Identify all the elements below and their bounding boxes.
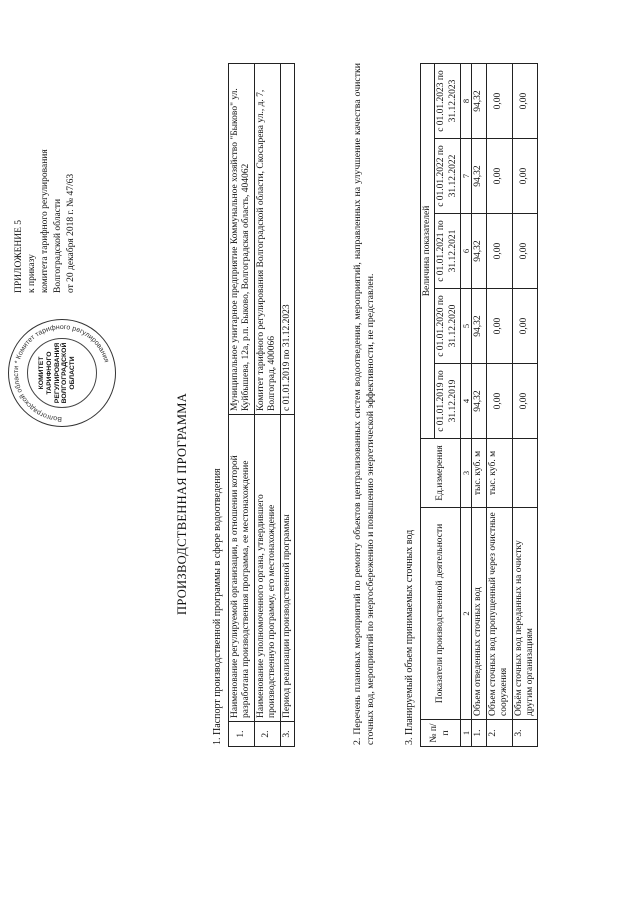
passport-row — [229, 64, 255, 747]
value-cell: 0,00 — [512, 214, 538, 289]
col-group-header: Величина показателей — [421, 64, 435, 439]
header-line-3: комитета тарифного регулирования — [40, 149, 50, 293]
index-cell: 1 — [461, 720, 472, 747]
passport-label: Наименование уполномоченного органа, утвердившего производственную программу, его местонахождение — [254, 415, 280, 722]
passport-label: Период реализации производственной программы — [280, 415, 294, 722]
header-line-2: к приказу — [27, 254, 37, 293]
indicator-name: Объем отведенных сточных вод — [472, 508, 486, 720]
appendix-label: ПРИЛОЖЕНИЕ 5 — [14, 219, 24, 293]
index-row — [461, 64, 472, 747]
index-cell: 8 — [461, 64, 472, 139]
table-row — [512, 64, 538, 747]
value-cell: 0,00 — [512, 364, 538, 439]
index-cell: 3 — [461, 439, 472, 508]
seal-center-line: ТАРИФНОГО — [45, 351, 53, 395]
value-cell: 94,32 — [472, 139, 486, 214]
value-cell: 94,32 — [472, 214, 486, 289]
official-seal — [8, 319, 116, 427]
value-cell: 0,00 — [512, 289, 538, 364]
value-cell: 0,00 — [486, 64, 512, 139]
value-cell: 0,00 — [486, 364, 512, 439]
period-header: с 01.01.2020 по 31.12.2020 — [435, 289, 461, 364]
passport-value: Муниципальное унитарное предприятие Коммунальное хозяйство "Быково" ул. Куйбышева, 12а, р.п. Быково, Волгоградская область, 404062 — [229, 64, 255, 415]
section-2-text: 2. Перечень плановых мероприятий по ремонту объектов централизованных систем водоотведения, мероприятий, направленных на улучшение качества очистки сточных вод, мероприятий по энергосбережению и повышению энергетической эффективности, не представлен. — [352, 63, 376, 745]
period-header: с 01.01.2021 по 31.12.2021 — [435, 214, 461, 289]
value-cell: 94,32 — [472, 289, 486, 364]
row-number: 3. — [280, 722, 294, 747]
col-indicator-header: Показатели производственной деятельности — [421, 508, 461, 720]
period-header: с 01.01.2022 по 31.12.2022 — [435, 139, 461, 214]
col-num-header: № п/п — [421, 720, 461, 747]
header-line-4: Волгоградской области — [53, 198, 63, 293]
index-cell: 4 — [461, 364, 472, 439]
period-header: с 01.01.2019 по 31.12.2019 — [435, 364, 461, 439]
seal-center-line: РЕГУЛИРОВАНИЯ — [53, 342, 61, 404]
index-cell: 6 — [461, 214, 472, 289]
row-number: 2. — [486, 720, 512, 747]
period-header: с 01.01.2023 по 31.12.2023 — [435, 64, 461, 139]
unit-cell — [512, 439, 538, 508]
seal-center-line: ВОЛГОГРАДСКОЙ — [61, 342, 69, 404]
row-number: 2. — [254, 722, 280, 747]
col-unit-header: Ед.измерения — [421, 439, 461, 508]
table-row — [472, 64, 486, 747]
value-cell: 94,32 — [472, 64, 486, 139]
order-date-number: от 20 декабря 2018 г. № 47/63 — [66, 173, 76, 293]
indicator-name: Объем сточных вод пропущенный через очистные сооружения — [486, 508, 512, 720]
indicator-name: Объём сточных вод переданных на очистку другим организациям — [512, 508, 538, 720]
index-cell: 7 — [461, 139, 472, 214]
seal-center-text — [38, 339, 77, 407]
passport-table — [228, 63, 295, 747]
passport-label: Наименование регулируемой организации, в отношении которой разработана производственная программа, ее местонахождение — [229, 415, 255, 722]
section-3-heading: 3. Планируемый объем принимаемых сточных вод — [404, 529, 415, 745]
value-cell: 0,00 — [486, 289, 512, 364]
index-cell: 5 — [461, 289, 472, 364]
passport-row — [254, 64, 280, 747]
seal-center-line: КОМИТЕТ — [38, 356, 45, 390]
row-number: 3. — [512, 720, 538, 747]
seal-ring-text: Волгоградской области * Комитет тарифного регулирования — [12, 323, 110, 423]
row-number: 1. — [229, 722, 255, 747]
unit-cell: тыс. куб. м — [486, 439, 512, 508]
unit-cell: тыс. куб. м — [472, 439, 486, 508]
index-cell: 2 — [461, 508, 472, 720]
passport-row — [280, 64, 294, 747]
passport-value: Комитет тарифного регулирования Волгоградской области, Скосырева ул., д. 7, Волгоград, 400066 — [254, 64, 280, 415]
value-cell: 0,00 — [486, 139, 512, 214]
row-number: 1. — [472, 720, 486, 747]
section-1-heading: 1. Паспорт производственной программы в сфере водоотведения — [212, 468, 223, 745]
passport-value: с 01.01.2019 по 31.12.2023 — [280, 64, 294, 415]
page-title: ПРОИЗВОДСТВЕННАЯ ПРОГРАММА — [175, 392, 189, 615]
value-cell: 0,00 — [486, 214, 512, 289]
value-cell: 0,00 — [512, 139, 538, 214]
volume-table — [420, 63, 538, 747]
seal-center-line: ОБЛАСТИ — [69, 356, 77, 390]
table-row — [486, 64, 512, 747]
value-cell: 94,32 — [472, 364, 486, 439]
value-cell: 0,00 — [512, 64, 538, 139]
